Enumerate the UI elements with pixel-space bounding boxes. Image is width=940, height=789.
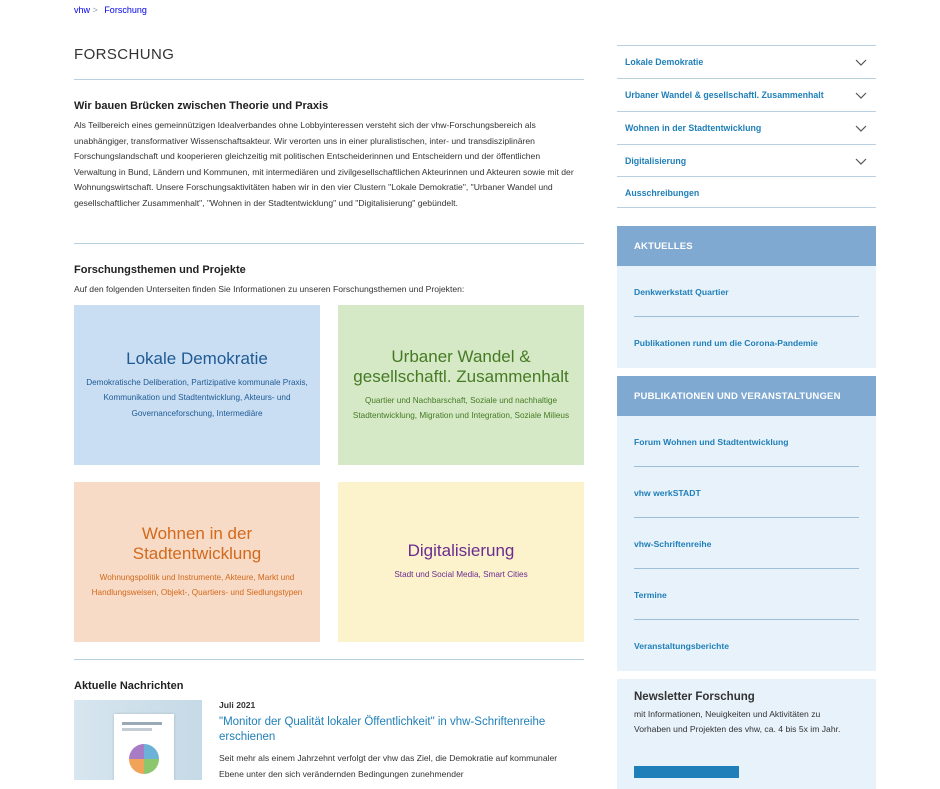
news-date: Juli 2021: [219, 700, 256, 710]
publikationen-link-termine[interactable]: [617, 569, 876, 620]
aktuelles-title: AKTUELLES: [617, 226, 876, 266]
link-label: Denkwerkstatt Quartier: [634, 286, 729, 297]
tile-wohnen[interactable]: [74, 482, 320, 642]
tile-digitalisierung[interactable]: [338, 482, 584, 642]
publication-cover-image: [114, 714, 174, 780]
tile-description: Stadt und Social Media, Smart Cities: [394, 570, 528, 580]
news-heading: Aktuelle Nachrichten: [74, 680, 184, 692]
sidebar-item-wohnen[interactable]: [617, 111, 876, 143]
link-label: Forum Wohnen und Stadtentwicklung: [634, 436, 789, 447]
page-title: FORSCHUNG: [74, 46, 175, 63]
publikationen-box: [617, 376, 876, 671]
aktuelles-link-corona[interactable]: [617, 317, 876, 368]
publikationen-link-forum[interactable]: [617, 416, 876, 467]
breadcrumb: [74, 5, 147, 15]
breadcrumb-link-home[interactable]: vhw: [74, 5, 91, 15]
sidebar-item-digitalisierung[interactable]: [617, 144, 876, 176]
divider: [74, 659, 584, 660]
tile-lokale-demokratie[interactable]: [74, 305, 320, 465]
tile-urbaner-wandel[interactable]: [338, 305, 584, 465]
intro-text: Als Teilbereich eines gemeinnützigen Idealverbandes ohne Lobbyinteressen versteht sich der vhw-Forschungsbereich als unabhängiger, transformativer Wissenschaftsakteur. Wir verorten uns in einer pluralistischen, inter- und transdisziplinären Forschungslandschaft und kooperieren gleichzeitig mit politischen Entscheiderinnen und Entscheidern und der öffentlichen Verwaltung in Bund, Ländern und Kommunen, mit intermediären und zivilgesellschaftlichen Akteurinnen und Akteuren sowie mit der Wohnungswirtschaft. Unsere Forschungsaktivitäten haben wir in den vier Clustern "Lokale Demokratie", "Urbaner Wandel und gesellschaftlicher Zusammenhalt", "Wohnen in der Stadtentwicklung" und "Digitalisierung" gebündelt.: [74, 120, 574, 208]
aktuelles-link-denkwerkstatt[interactable]: [617, 266, 876, 317]
publikationen-link-werkstadt[interactable]: [617, 467, 876, 518]
tile-title: Wohnen in der Stadtentwicklung: [132, 523, 262, 563]
publikationen-title: PUBLIKATIONEN UND VERANSTALTUNGEN: [617, 376, 876, 416]
divider: [74, 79, 584, 80]
sidebar-item-urbaner-wandel[interactable]: [617, 78, 876, 110]
tile-title: Lokale Demokratie: [126, 348, 268, 368]
chevron-down-icon: [854, 90, 868, 100]
news-title-link[interactable]: "Monitor der Qualität lokaler Öffentlichkeit" in vhw-Schriftenreihe erschienen: [219, 716, 546, 743]
chevron-down-icon: [854, 57, 868, 67]
newsletter-title: Newsletter Forschung: [634, 691, 755, 703]
link-label: vhw werkSTADT: [634, 487, 701, 498]
tile-description: Demokratische Deliberation, Partizipative kommunale Praxis, Kommunikation und Stadtentwicklung, Akteurs- und Governanceforschung, Intermediäre: [86, 377, 308, 418]
sidebar-item-label: Ausschreibungen: [625, 187, 700, 198]
news-teaser: Seit mehr als einem Jahrzehnt verfolgt der vhw das Ziel, die Demokratie auf kommunaler Ebene unter den sich verändernden Bedingungen zunehmender: [219, 753, 558, 779]
divider: [74, 243, 584, 244]
link-label: Publikationen rund um die Corona-Pandemie: [634, 337, 818, 348]
tile-title: Digitalisierung: [407, 541, 515, 561]
link-label: Veranstaltungsberichte: [634, 640, 730, 651]
breadcrumb-link-current[interactable]: Forschung: [104, 5, 147, 15]
news-thumbnail[interactable]: [74, 700, 202, 780]
tile-title: Urbaner Wandel & gesellschaftl. Zusammenhalt: [353, 346, 569, 386]
link-label: vhw-Schriftenreihe: [634, 538, 712, 549]
newsletter-box: [617, 679, 876, 789]
chevron-down-icon: [854, 123, 868, 133]
sidebar-item-label: Wohnen in der Stadtentwicklung: [625, 122, 762, 133]
chevron-down-icon: [854, 156, 868, 166]
breadcrumb-separator: >: [92, 5, 98, 15]
intro-heading: Wir bauen Brücken zwischen Theorie und Praxis: [74, 100, 329, 112]
themes-subtext: Auf den folgenden Unterseiten finden Sie Informationen zu unseren Forschungsthemen und Projekten:: [74, 284, 465, 294]
tile-description: Wohnungspolitik und Instrumente, Akteure, Markt und Handlungsweisen, Objekt-, Quartiers- und Siedlungstypen: [91, 572, 303, 597]
themes-heading: Forschungsthemen und Projekte: [74, 264, 246, 276]
sidebar-item-ausschreibungen[interactable]: [617, 176, 876, 208]
newsletter-subscribe-button[interactable]: [634, 766, 739, 778]
sidebar-item-lokale-demokratie[interactable]: [617, 45, 876, 77]
divider: [617, 207, 876, 208]
publikationen-link-berichte[interactable]: [617, 620, 876, 671]
sidebar-item-label: Urbaner Wandel & gesellschaftl. Zusammenhalt: [625, 89, 824, 100]
newsletter-text: mit Informationen, Neuigkeiten und Aktivitäten zu Vorhaben und Projekten des vhw, ca. 4 bis 5x im Jahr.: [634, 709, 841, 735]
tile-description: Quartier und Nachbarschaft, Soziale und nachhaltige Stadtentwicklung, Migration und Integration, Soziale Milieus: [352, 395, 570, 420]
aktuelles-box: [617, 226, 876, 368]
link-label: Termine: [634, 589, 667, 600]
sidebar-item-label: Lokale Demokratie: [625, 56, 704, 67]
publikationen-link-schriftenreihe[interactable]: [617, 518, 876, 569]
sidebar-item-label: Digitalisierung: [625, 155, 687, 166]
